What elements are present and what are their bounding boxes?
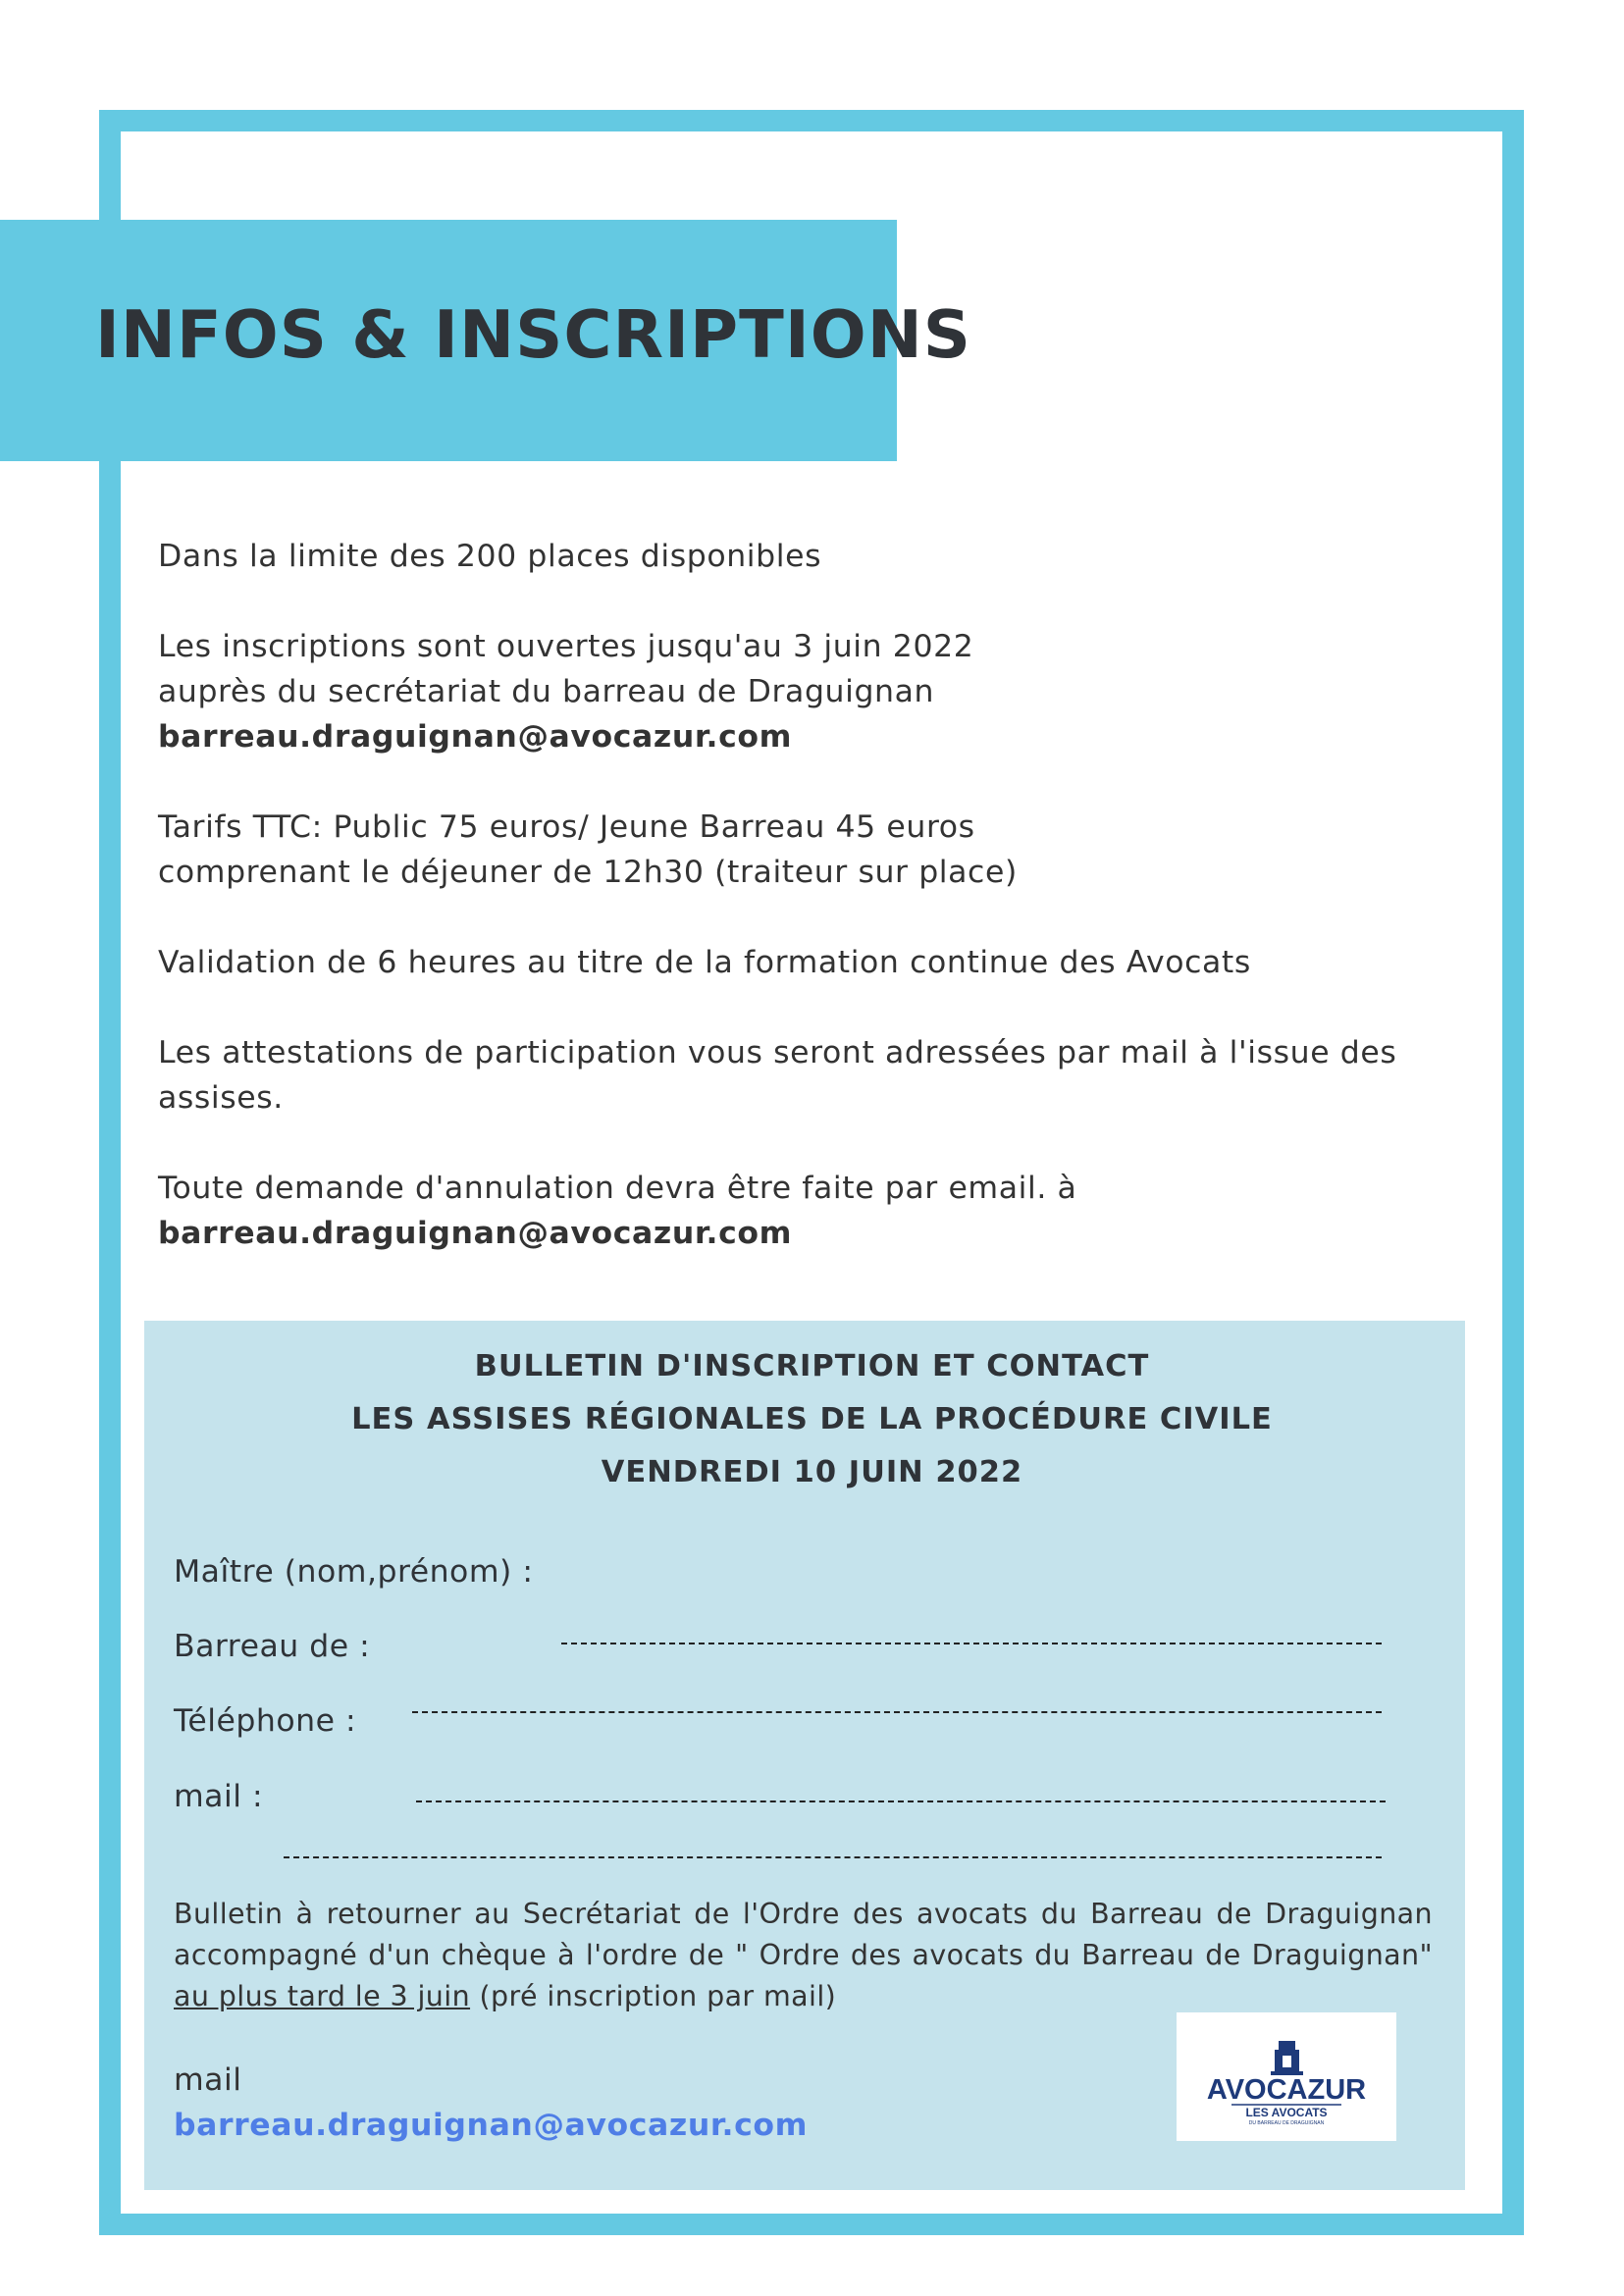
- registration-line-1: Les inscriptions sont ouvertes jusqu'au 3 juin 2022: [158, 629, 974, 664]
- return-instructions: [174, 1894, 1433, 2017]
- validation-text: [158, 940, 1434, 985]
- return-line-1: Bulletin à retourner au Secrétariat de l'Ordre des avocats du Barreau de Draguignan: [174, 1898, 1433, 1930]
- validation-line: Validation de 6 heures au titre de la formation continue des Avocats: [158, 945, 1251, 980]
- logo-graphic: [1177, 2012, 1396, 2141]
- avocazur-logo: [1177, 2012, 1396, 2141]
- extra-field-line[interactable]: [284, 1856, 1382, 1858]
- phone-field-line[interactable]: [412, 1711, 1382, 1713]
- registration-email-link[interactable]: barreau.draguignan@avocazur.com: [158, 719, 793, 755]
- preregistration-text: (pré inscription par mail): [470, 1980, 837, 2012]
- certificates-text: [158, 1030, 1434, 1121]
- logo-tagline: DU BARREAU DE DRAGUIGNAN: [1248, 2120, 1325, 2126]
- form-heading: [0, 1340, 1624, 1499]
- cancellation-email-link[interactable]: barreau.draguignan@avocazur.com: [158, 1216, 793, 1251]
- info-section: [158, 534, 1434, 1301]
- capacity-line: Dans la limite des 200 places disponibles: [158, 539, 822, 574]
- registration-text: [158, 624, 1434, 759]
- prices-text: [158, 805, 1434, 895]
- form-heading-line-3: VENDREDI 10 JUIN 2022: [601, 1455, 1023, 1489]
- return-line-3: [174, 1976, 1433, 2017]
- contact-email-link[interactable]: barreau.draguignan@avocazur.com: [174, 2108, 809, 2143]
- cancellation-line-1: Toute demande d'annulation devra être faite par email. à: [158, 1171, 1077, 1206]
- logo-wordmark: AVOCAZUR: [1206, 2074, 1367, 2106]
- cancellation-text: [158, 1166, 1434, 1256]
- deadline-text: au plus tard le 3 juin: [174, 1980, 471, 2012]
- return-line-2: accompagné d'un chèque à l'ordre de " Ordre des avocats du Barreau de Draguignan": [174, 1939, 1433, 1971]
- registration-line-2: auprès du secrétariat du barreau de Draguignan: [158, 674, 935, 709]
- form-heading-line-1: BULLETIN D'INSCRIPTION ET CONTACT: [474, 1349, 1150, 1383]
- prices-line-2: comprenant le déjeuner de 12h30 (traiteur sur place): [158, 855, 1018, 890]
- bar-field-label: Barreau de :: [174, 1629, 371, 1664]
- phone-field-label: Téléphone :: [174, 1703, 357, 1739]
- logo-subtitle: LES AVOCATS: [1245, 2106, 1328, 2119]
- prices-line-1: Tarifs TTC: Public 75 euros/ Jeune Barreau 45 euros: [158, 809, 975, 845]
- mail-field-line[interactable]: [416, 1800, 1386, 1802]
- contact-mail-label: mail: [174, 2062, 242, 2098]
- certificates-line-2: assises.: [158, 1080, 284, 1116]
- form-heading-line-2: LES ASSISES RÉGIONALES DE LA PROCÉDURE CIVILE: [351, 1402, 1273, 1436]
- name-field-label: Maître (nom,prénom) :: [174, 1554, 534, 1590]
- page-title: INFOS & INSCRIPTIONS: [95, 296, 972, 373]
- capacity-text: [158, 534, 1434, 579]
- mail-field-label: mail :: [174, 1779, 264, 1814]
- bar-field-line[interactable]: [561, 1643, 1382, 1644]
- certificates-line-1: Les attestations de participation vous seront adressées par mail à l'issue des: [158, 1035, 1397, 1070]
